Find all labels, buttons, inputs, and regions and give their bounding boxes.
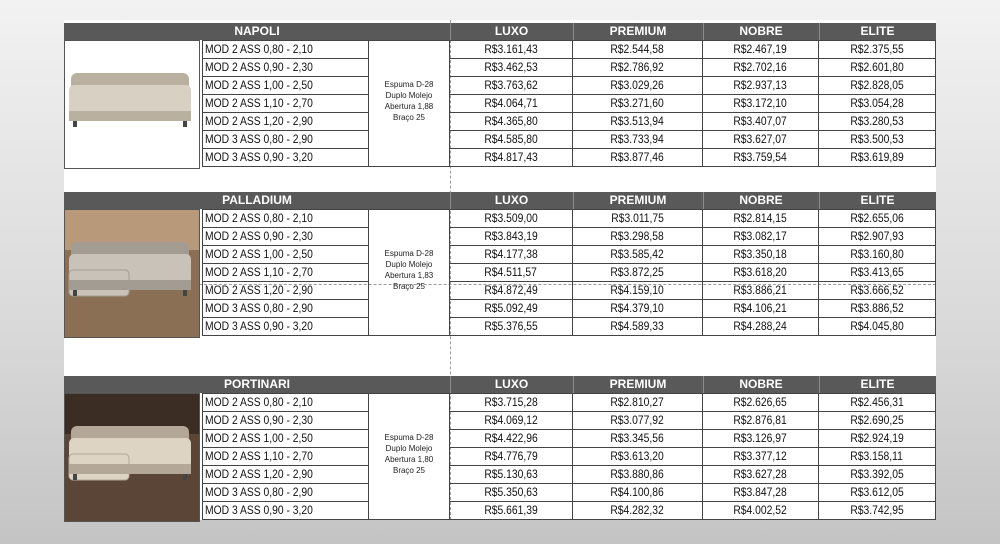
- price-column-premium: [573, 40, 703, 167]
- price-value: R$3.082,17: [733, 229, 788, 243]
- price-value: R$5.661,39: [484, 503, 538, 517]
- spec-line: Espuma D-28: [384, 433, 434, 442]
- price-column-nobre: [703, 209, 819, 336]
- header-separator: [573, 376, 574, 393]
- price-value: R$2.702,16: [733, 60, 788, 74]
- price-cell: [450, 264, 572, 281]
- price-value: R$2.456,31: [850, 395, 904, 409]
- model-block-portinari: [64, 376, 936, 519]
- price-value: R$3.742,95: [850, 503, 904, 517]
- size-label: MOD 3 ASS 0,80 - 2,90: [205, 132, 313, 146]
- spec-line: Duplo Molejo: [385, 91, 433, 100]
- header-separator: [450, 376, 451, 393]
- price-cell: [819, 466, 935, 483]
- price-value: R$3.886,52: [850, 301, 904, 315]
- price-cell: [450, 318, 572, 335]
- price-cell: [573, 95, 702, 112]
- model-sizes-column: [202, 40, 369, 167]
- size-label: MOD 2 ASS 0,80 - 2,10: [205, 42, 313, 56]
- size-label: MOD 2 ASS 1,10 - 2,70: [205, 449, 313, 463]
- price-cell: [819, 502, 935, 519]
- size-label: MOD 2 ASS 0,80 - 2,10: [205, 395, 313, 409]
- price-cell: [703, 77, 818, 94]
- model-sizes-column: [202, 393, 369, 520]
- price-value: R$4.159,10: [610, 283, 665, 297]
- price-cell: [573, 264, 702, 281]
- price-value: R$2.907,93: [850, 229, 904, 243]
- price-value: R$3.513,94: [610, 114, 665, 128]
- header-separator: [573, 23, 574, 40]
- price-cell: [703, 149, 818, 166]
- price-cell: [703, 246, 818, 263]
- price-cell: [819, 448, 935, 465]
- price-value: R$3.280,53: [850, 114, 904, 128]
- spec-line: Abertura 1,80: [384, 455, 434, 464]
- spec-line: Abertura 1,83: [384, 271, 434, 280]
- price-cell: [573, 318, 702, 335]
- column-header-premium: PREMIUM: [573, 376, 703, 393]
- size-label: MOD 2 ASS 1,00 - 2,50: [205, 247, 313, 261]
- price-cell: [703, 131, 818, 148]
- price-value: R$2.828,05: [850, 78, 904, 92]
- price-cell: [450, 113, 572, 130]
- price-cell: [819, 264, 935, 281]
- price-value: R$2.876,81: [733, 413, 788, 427]
- price-value: R$4.100,86: [610, 485, 665, 499]
- price-cell: [573, 448, 702, 465]
- size-label: MOD 2 ASS 1,20 - 2,90: [205, 283, 313, 297]
- model-name: PORTINARI: [64, 376, 450, 393]
- price-value: R$3.392,05: [850, 467, 904, 481]
- price-value: R$3.715,28: [484, 395, 538, 409]
- header-separator: [819, 376, 820, 393]
- price-cell: [703, 113, 818, 130]
- price-value: R$4.872,49: [484, 283, 538, 297]
- header-separator: [703, 192, 704, 209]
- price-cell: [703, 264, 818, 281]
- price-value: R$3.880,86: [610, 467, 665, 481]
- price-value: R$3.618,20: [733, 265, 788, 279]
- price-cell: [703, 300, 818, 317]
- price-value: R$3.126,97: [733, 431, 788, 445]
- price-cell: [450, 466, 572, 483]
- price-cell: [573, 41, 702, 58]
- price-cell: [703, 466, 818, 483]
- price-cell: [819, 300, 935, 317]
- price-cell: [450, 430, 572, 447]
- size-label: MOD 2 ASS 1,00 - 2,50: [205, 78, 313, 92]
- price-cell: [703, 95, 818, 112]
- price-value: R$3.763,62: [484, 78, 538, 92]
- price-cell: [819, 113, 935, 130]
- price-cell: [450, 448, 572, 465]
- price-column-luxo: [450, 209, 573, 336]
- price-cell: [573, 282, 702, 299]
- price-cell: [703, 448, 818, 465]
- price-cell: [819, 246, 935, 263]
- price-cell: [703, 394, 818, 411]
- specs-cell: [369, 209, 450, 336]
- column-header-luxo: LUXO: [450, 376, 573, 393]
- price-value: R$3.158,11: [850, 449, 904, 463]
- price-cell: [573, 430, 702, 447]
- column-header-nobre: NOBRE: [703, 376, 819, 393]
- price-value: R$4.585,80: [484, 132, 538, 146]
- price-cell: [819, 131, 935, 148]
- price-cell: [819, 210, 935, 227]
- price-value: R$4.282,32: [610, 503, 665, 517]
- price-value: R$3.619,89: [850, 150, 904, 164]
- price-cell: [819, 412, 935, 429]
- price-value: R$3.407,07: [733, 114, 788, 128]
- size-label: MOD 2 ASS 0,80 - 2,10: [205, 211, 313, 225]
- size-label: MOD 2 ASS 1,20 - 2,90: [205, 467, 313, 481]
- price-cell: [573, 502, 702, 519]
- price-value: R$3.377,12: [733, 449, 788, 463]
- price-value: R$3.298,58: [610, 229, 665, 243]
- price-column-nobre: [703, 40, 819, 167]
- price-cell: [703, 484, 818, 501]
- price-cell: [703, 282, 818, 299]
- price-cell: [573, 210, 702, 227]
- price-value: R$5.130,63: [484, 467, 538, 481]
- price-value: R$3.759,54: [733, 150, 788, 164]
- size-label: MOD 2 ASS 1,00 - 2,50: [205, 431, 313, 445]
- column-header-nobre: NOBRE: [703, 192, 819, 209]
- price-cell: [703, 210, 818, 227]
- price-value: R$2.690,25: [850, 413, 904, 427]
- price-cell: [573, 394, 702, 411]
- price-value: R$2.814,15: [733, 211, 788, 225]
- price-cell: [573, 412, 702, 429]
- price-value: R$3.350,18: [733, 247, 788, 261]
- price-cell: [573, 113, 702, 130]
- size-label: MOD 2 ASS 1,20 - 2,90: [205, 114, 313, 128]
- price-cell: [450, 41, 572, 58]
- price-value: R$3.843,19: [484, 229, 538, 243]
- grey-sectional-sofa-image: [64, 209, 200, 338]
- column-header-premium: PREMIUM: [573, 23, 703, 40]
- price-cell: [573, 228, 702, 245]
- price-cell: [819, 41, 935, 58]
- price-value: R$3.054,28: [850, 96, 904, 110]
- size-label: MOD 3 ASS 0,90 - 3,20: [205, 150, 313, 164]
- size-label: MOD 3 ASS 0,80 - 2,90: [205, 301, 313, 315]
- price-value: R$4.045,80: [850, 319, 904, 333]
- size-label: MOD 3 ASS 0,80 - 2,90: [205, 485, 313, 499]
- price-cell: [703, 318, 818, 335]
- price-value: R$4.106,21: [733, 301, 788, 315]
- price-cell: [573, 484, 702, 501]
- price-value: R$3.345,56: [610, 431, 665, 445]
- price-value: R$2.786,92: [610, 60, 665, 74]
- column-header-premium: PREMIUM: [573, 192, 703, 209]
- price-cell: [450, 246, 572, 263]
- price-cell: [819, 282, 935, 299]
- price-value: R$3.413,65: [850, 265, 904, 279]
- price-cell: [819, 77, 935, 94]
- price-value: R$4.064,71: [484, 96, 538, 110]
- price-value: R$2.375,55: [850, 42, 904, 56]
- column-header-elite: ELITE: [819, 376, 936, 393]
- size-label: MOD 2 ASS 0,90 - 2,30: [205, 229, 313, 243]
- price-cell: [819, 228, 935, 245]
- price-value: R$3.077,92: [610, 413, 665, 427]
- model-name: NAPOLI: [64, 23, 450, 40]
- price-column-premium: [573, 393, 703, 520]
- price-value: R$3.029,26: [610, 78, 665, 92]
- price-cell: [450, 228, 572, 245]
- price-value: R$4.817,43: [484, 150, 538, 164]
- model-block-napoli: [64, 23, 936, 166]
- price-cell: [573, 246, 702, 263]
- price-value: R$2.626,65: [733, 395, 788, 409]
- price-value: R$3.872,25: [610, 265, 665, 279]
- price-value: R$3.462,53: [484, 60, 538, 74]
- price-cell: [450, 394, 572, 411]
- size-label: MOD 2 ASS 1,10 - 2,70: [205, 96, 313, 110]
- column-header-luxo: LUXO: [450, 23, 573, 40]
- price-value: R$3.733,94: [610, 132, 665, 146]
- price-value: R$4.288,24: [733, 319, 788, 333]
- column-header-nobre: NOBRE: [703, 23, 819, 40]
- spec-line: Duplo Molejo: [385, 260, 433, 269]
- price-value: R$3.011,75: [611, 211, 664, 225]
- price-value: R$2.655,06: [850, 211, 904, 225]
- price-value: R$3.500,53: [850, 132, 904, 146]
- price-value: R$3.509,00: [484, 211, 538, 225]
- size-label: MOD 2 ASS 0,90 - 2,30: [205, 60, 313, 74]
- model-block-palladium: [64, 192, 936, 335]
- spec-line: Braço 25: [392, 282, 426, 291]
- header-separator: [703, 23, 704, 40]
- price-cell: [450, 502, 572, 519]
- price-cell: [450, 149, 572, 166]
- price-cell: [819, 484, 935, 501]
- spec-line: Espuma D-28: [384, 80, 434, 89]
- specs-cell: [369, 393, 450, 520]
- price-value: R$3.160,80: [850, 247, 904, 261]
- price-column-nobre: [703, 393, 819, 520]
- size-label: MOD 3 ASS 0,90 - 3,20: [205, 503, 313, 517]
- price-value: R$3.161,43: [484, 42, 538, 56]
- price-value: R$4.776,79: [484, 449, 538, 463]
- price-cell: [703, 59, 818, 76]
- price-value: R$2.467,19: [733, 42, 788, 56]
- price-cell: [450, 300, 572, 317]
- price-value: R$3.172,10: [733, 96, 788, 110]
- price-cell: [703, 430, 818, 447]
- size-label: MOD 3 ASS 0,90 - 3,20: [205, 319, 313, 333]
- price-column-elite: [819, 393, 936, 520]
- specs-cell: [369, 40, 450, 167]
- price-value: R$5.376,55: [484, 319, 538, 333]
- header-separator: [703, 376, 704, 393]
- price-value: R$4.511,57: [484, 265, 538, 279]
- price-cell: [573, 59, 702, 76]
- price-value: R$5.092,49: [484, 301, 538, 315]
- header-separator: [450, 23, 451, 40]
- price-value: R$5.350,63: [484, 485, 538, 499]
- price-cell: [573, 77, 702, 94]
- price-column-luxo: [450, 393, 573, 520]
- price-value: R$4.365,80: [484, 114, 538, 128]
- price-cell: [450, 131, 572, 148]
- column-header-elite: ELITE: [819, 23, 936, 40]
- spec-line: Braço 25: [392, 113, 426, 122]
- price-value: R$4.069,12: [484, 413, 538, 427]
- price-cell: [573, 300, 702, 317]
- price-value: R$4.589,33: [610, 319, 665, 333]
- spec-line: Braço 25: [392, 466, 426, 475]
- price-value: R$2.937,13: [733, 78, 788, 92]
- price-cell: [573, 149, 702, 166]
- price-cell: [450, 77, 572, 94]
- price-value: R$3.886,21: [733, 283, 788, 297]
- size-label: MOD 2 ASS 0,90 - 2,30: [205, 413, 313, 427]
- price-column-elite: [819, 209, 936, 336]
- price-column-elite: [819, 40, 936, 167]
- price-cell: [819, 59, 935, 76]
- price-cell: [450, 210, 572, 227]
- price-value: R$3.627,07: [733, 132, 788, 146]
- price-cell: [450, 282, 572, 299]
- price-cell: [703, 502, 818, 519]
- model-sizes-column: [202, 209, 369, 336]
- price-cell: [703, 228, 818, 245]
- price-cell: [450, 95, 572, 112]
- header-separator: [819, 192, 820, 209]
- price-value: R$3.627,28: [733, 467, 788, 481]
- price-value: R$3.847,28: [733, 485, 788, 499]
- price-value: R$4.002,52: [733, 503, 788, 517]
- price-cell: [450, 484, 572, 501]
- price-cell: [819, 430, 935, 447]
- price-value: R$2.924,19: [850, 431, 904, 445]
- price-cell: [819, 318, 935, 335]
- price-cell: [450, 59, 572, 76]
- header-separator: [450, 192, 451, 209]
- price-cell: [703, 41, 818, 58]
- price-cell: [819, 394, 935, 411]
- size-label: MOD 2 ASS 1,10 - 2,70: [205, 265, 313, 279]
- price-column-premium: [573, 209, 703, 336]
- price-value: R$4.379,10: [610, 301, 665, 315]
- price-value: R$3.585,42: [610, 247, 665, 261]
- spec-line: Abertura 1,88: [384, 102, 434, 111]
- spec-line: Espuma D-28: [384, 249, 434, 258]
- price-value: R$4.422,96: [484, 431, 538, 445]
- price-value: R$3.612,05: [850, 485, 904, 499]
- price-value: R$2.544,58: [610, 42, 665, 56]
- price-value: R$3.613,20: [610, 449, 665, 463]
- column-header-elite: ELITE: [819, 192, 936, 209]
- price-value: R$4.177,38: [484, 247, 538, 261]
- price-sheet: [64, 20, 936, 520]
- header-separator: [819, 23, 820, 40]
- price-value: R$3.271,60: [610, 96, 665, 110]
- price-cell: [819, 149, 935, 166]
- price-column-luxo: [450, 40, 573, 167]
- price-cell: [573, 131, 702, 148]
- model-name: PALLADIUM: [64, 192, 450, 209]
- column-header-luxo: LUXO: [450, 192, 573, 209]
- price-cell: [703, 412, 818, 429]
- price-value: R$2.601,80: [850, 60, 904, 74]
- price-value: R$2.810,27: [610, 395, 665, 409]
- cream-sectional-sofa-image: [64, 393, 200, 522]
- beige-sofa-image: [64, 40, 200, 169]
- price-cell: [450, 412, 572, 429]
- header-separator: [573, 192, 574, 209]
- price-value: R$3.877,46: [610, 150, 665, 164]
- price-value: R$3.666,52: [850, 283, 904, 297]
- price-cell: [573, 466, 702, 483]
- price-cell: [819, 95, 935, 112]
- spec-line: Duplo Molejo: [385, 444, 433, 453]
